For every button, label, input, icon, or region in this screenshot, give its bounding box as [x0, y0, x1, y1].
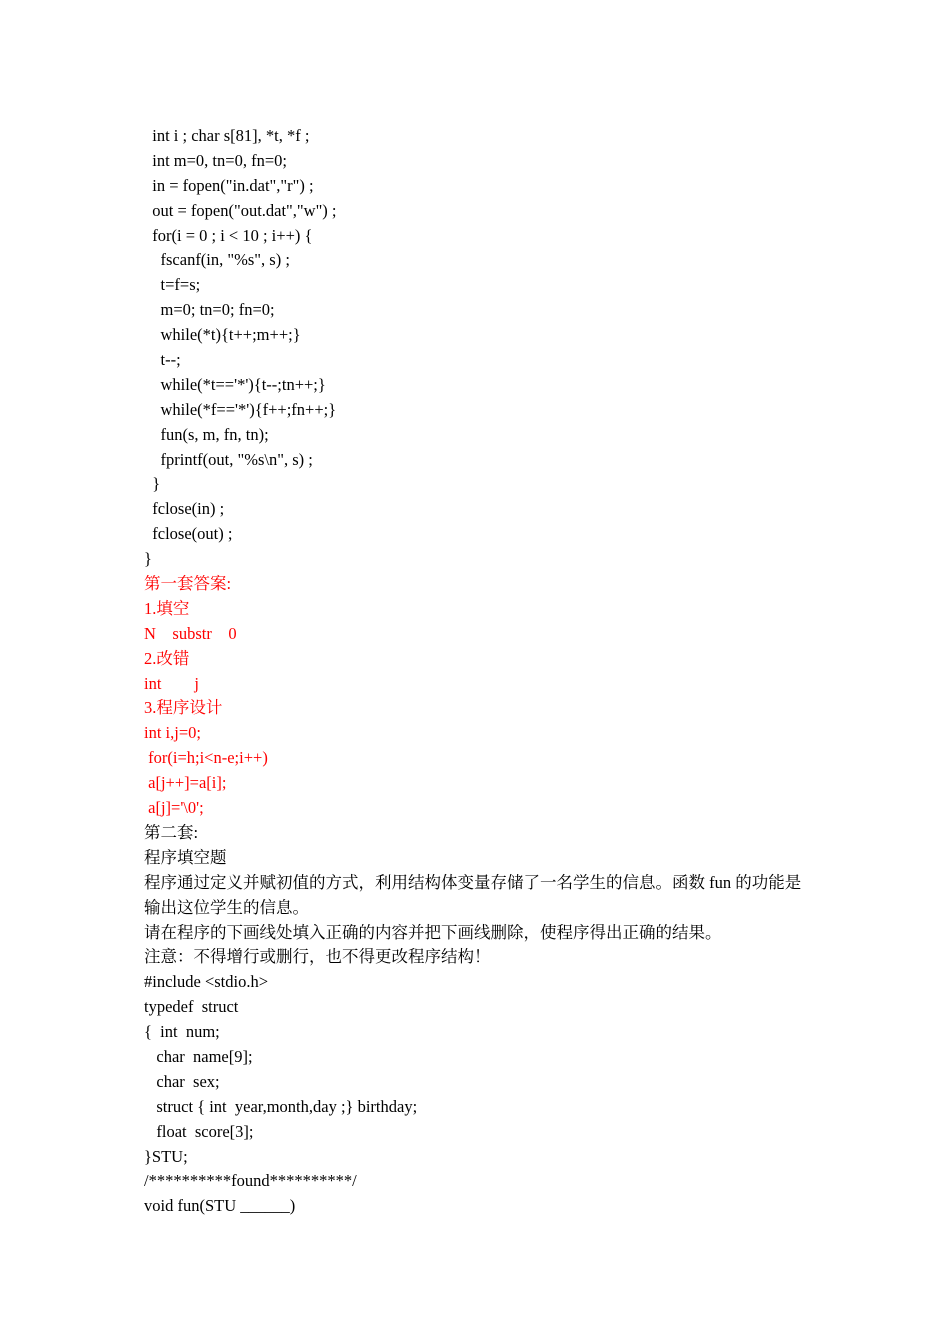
text-line: N substr 0	[144, 623, 237, 643]
text-line: 输出这位学生的信息。	[144, 897, 309, 917]
text-line: int i,j=0;	[144, 723, 201, 743]
text-line: 3.程序设计	[144, 698, 223, 718]
text-line: while(*f=='*'){f++;fn++;}	[144, 399, 337, 419]
text-line: 第一套答案:	[144, 574, 232, 594]
text-line: fscanf(in, "%s", s) ;	[144, 250, 290, 270]
text-line: }STU;	[144, 1146, 188, 1166]
text-line: }	[144, 474, 161, 494]
text-line: 注意：不得增行或删行，也不得更改程序结构！	[144, 947, 491, 967]
text-line: t--;	[144, 350, 181, 370]
text-line: 2.改错	[144, 648, 190, 668]
text-line: 程序填空题	[144, 847, 227, 867]
text-line: fclose(out) ;	[144, 524, 233, 544]
text-line: while(*t=='*'){t--;tn++;}	[144, 374, 326, 394]
text-line: }	[144, 549, 152, 569]
text-line: for(i=h;i<n-e;i++)	[144, 748, 268, 768]
text-line: fclose(in) ;	[144, 499, 225, 519]
text-line: for(i = 0 ; i < 10 ; i++) {	[144, 225, 313, 245]
text-line: 1.填空	[144, 598, 190, 618]
text-line: int m=0, tn=0, fn=0;	[144, 150, 287, 170]
text-line: in = fopen("in.dat","r") ;	[144, 175, 314, 195]
text-line: #include <stdio.h>	[144, 972, 269, 992]
text-line: void fun(STU ______)	[144, 1196, 296, 1216]
text-line: char name[9];	[144, 1046, 253, 1066]
text-line: t=f=s;	[144, 275, 201, 295]
text-line: fprintf(out, "%s\n", s) ;	[144, 449, 313, 469]
text-line: while(*t){t++;m++;}	[144, 325, 301, 345]
text-line: 请在程序的下画线处填入正确的内容并把下画线删除，使程序得出正确的结果。	[144, 922, 722, 942]
text-line: char sex;	[144, 1071, 220, 1091]
text-line: fun(s, m, fn, tn);	[144, 424, 269, 444]
text-line: /**********found**********/	[144, 1171, 357, 1191]
text-line: a[j++]=a[i];	[144, 773, 227, 793]
text-line: { int num;	[144, 1022, 220, 1042]
text-line: 第二套:	[144, 822, 199, 842]
text-line: 程序通过定义并赋初值的方式，利用结构体变量存储了一名学生的信息。函数 fun 的功能是	[144, 872, 802, 892]
document-page	[144, 124, 824, 1219]
text-line: m=0; tn=0; fn=0;	[144, 300, 275, 320]
text-line: typedef struct	[144, 997, 239, 1017]
text-line: struct { int year,month,day ;} birthday;	[144, 1096, 418, 1116]
text-line: int j	[144, 673, 200, 693]
text-line: a[j]='\0';	[144, 798, 204, 818]
text-line: int i ; char s[81], *t, *f ;	[144, 126, 310, 145]
text-line: out = fopen("out.dat","w") ;	[144, 200, 337, 220]
text-line: float score[3];	[144, 1121, 254, 1141]
